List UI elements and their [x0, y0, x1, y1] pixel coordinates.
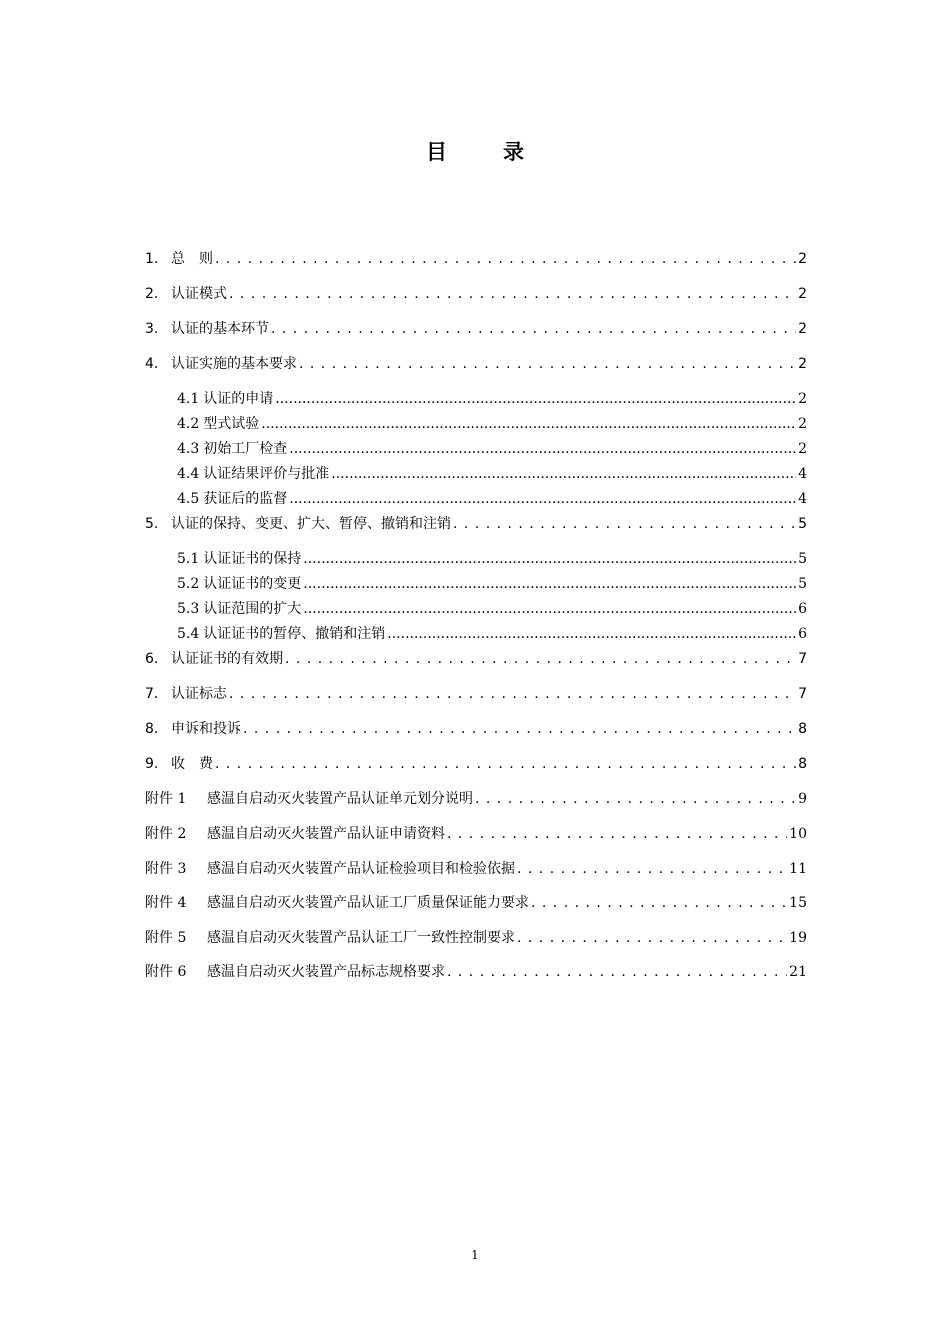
toc-entry-label: 感温自启动灭火装置产品认证单元划分说明 [207, 791, 473, 807]
toc-entry-label: 感温自启动灭火装置产品认证工厂一致性控制要求 [207, 930, 515, 946]
toc-entry-label: 型式试验 [203, 416, 260, 432]
toc-dot-leader [243, 720, 796, 738]
toc-entry-label: 收 费 [171, 756, 213, 772]
toc-entry[interactable] [177, 411, 807, 433]
toc-entry[interactable] [145, 959, 807, 981]
toc-entry-label: 认证标志 [171, 686, 227, 702]
toc-dot-leader [517, 929, 787, 947]
toc-dot-leader [215, 250, 796, 268]
toc-entry-page: 2 [798, 356, 807, 372]
toc-entry-page: 5 [798, 576, 807, 592]
toc-entry-number: 附件 4 [145, 895, 187, 911]
toc-entry-number: 4.3 [177, 441, 200, 457]
toc-entry-label: 初始工厂检查 [203, 441, 288, 457]
toc-entry-page: 4 [798, 466, 807, 482]
toc-entry-number: 1. [145, 251, 159, 267]
toc-entry[interactable] [145, 716, 807, 738]
toc-entry-label: 认证的申请 [203, 391, 274, 407]
toc-entry[interactable] [177, 461, 807, 483]
toc-dot-leader [531, 894, 787, 912]
page-number: 1 [471, 1248, 479, 1262]
toc-entry-number: 4.4 [177, 466, 200, 482]
toc-entry-number: 7. [145, 686, 159, 702]
toc-dot-leader [285, 650, 796, 668]
toc-entry-number: 2. [145, 286, 159, 302]
toc-entry-label: 认证证书的变更 [203, 576, 302, 592]
toc-entry-page: 6 [798, 601, 807, 617]
toc-entry[interactable] [145, 890, 807, 912]
toc-dot-leader [299, 355, 796, 373]
toc-entry-number: 附件 5 [145, 930, 187, 946]
toc-entry-label: 认证的保持、变更、扩大、暂停、撤销和注销 [171, 516, 451, 532]
toc-entry[interactable] [145, 786, 807, 808]
toc-entry-number: 4.2 [177, 416, 200, 432]
toc-entry-number: 9. [145, 756, 159, 772]
toc-entry-page: 2 [798, 416, 807, 432]
toc-entry[interactable] [145, 646, 807, 668]
toc-entry[interactable] [177, 486, 807, 508]
toc-entry-number: 附件 6 [145, 964, 187, 980]
toc-entry-page: 21 [789, 964, 807, 980]
toc-dot-leader [447, 825, 787, 843]
toc-entry-page: 11 [789, 861, 807, 877]
toc-entry[interactable] [177, 621, 807, 643]
toc-entry-page: 2 [798, 441, 807, 457]
toc-entry-page: 2 [798, 251, 807, 267]
toc-entry-number: 4.1 [177, 391, 200, 407]
toc-entry-number: 5. [145, 516, 159, 532]
toc-entry[interactable] [177, 386, 807, 408]
toc-entry-number: 5.1 [177, 551, 200, 567]
title-char-2: 录 [503, 140, 524, 164]
toc-dot-leader [229, 285, 796, 303]
toc-entry[interactable] [177, 596, 807, 618]
toc-dot-leader [447, 963, 787, 981]
toc-entry-label: 感温自启动灭火装置产品标志规格要求 [207, 964, 445, 980]
toc-entry-label: 申诉和投诉 [171, 721, 241, 737]
toc-dot-leader [331, 465, 796, 483]
toc-entry-number: 附件 1 [145, 791, 187, 807]
toc-dot-leader [517, 860, 787, 878]
toc-entry[interactable] [145, 281, 807, 303]
toc-dot-leader [303, 600, 796, 618]
toc-entry-page: 2 [798, 391, 807, 407]
toc-entry[interactable] [145, 246, 807, 268]
toc-dot-leader [215, 755, 796, 773]
toc-entry-page: 5 [798, 516, 807, 532]
toc-entry-page: 4 [798, 491, 807, 507]
toc-entry-label: 感温自启动灭火装置产品认证申请资料 [207, 826, 445, 842]
toc-entry-number: 4. [145, 356, 159, 372]
toc-entry-number: 4.5 [177, 491, 200, 507]
toc-entry-label: 认证结果评价与批准 [203, 466, 330, 482]
toc-entry-number: 5.3 [177, 601, 200, 617]
toc-entry-number: 5.2 [177, 576, 200, 592]
toc-entry-label: 认证证书的有效期 [171, 651, 283, 667]
toc-entry-label: 认证的基本环节 [171, 321, 269, 337]
page-title [0, 136, 950, 166]
toc-entry-number: 附件 3 [145, 861, 187, 877]
toc-dot-leader [453, 515, 796, 533]
toc-entry-page: 5 [798, 551, 807, 567]
toc-entry[interactable] [177, 436, 807, 458]
toc-entry-label: 总 则 [171, 251, 213, 267]
toc-entry-number: 5.4 [177, 626, 200, 642]
toc-dot-leader [303, 550, 796, 568]
toc-entry[interactable] [145, 821, 807, 843]
toc-entry-label: 认证证书的暂停、撤销和注销 [203, 626, 386, 642]
toc-entry-page: 9 [798, 791, 807, 807]
toc-entry-page: 8 [798, 721, 807, 737]
toc-entry-label: 认证范围的扩大 [203, 601, 302, 617]
toc-entry-number: 6. [145, 651, 159, 667]
toc-entry[interactable] [145, 856, 807, 878]
toc-dot-leader [303, 575, 796, 593]
toc-entry-label: 认证实施的基本要求 [171, 356, 297, 372]
toc-entry-page: 10 [789, 826, 807, 842]
toc-dot-leader [271, 320, 796, 338]
toc-entry-page: 7 [798, 686, 807, 702]
toc-entry[interactable] [145, 351, 807, 373]
toc-entry-number: 3. [145, 321, 159, 337]
toc-dot-leader [229, 685, 796, 703]
toc-dot-leader [275, 390, 796, 408]
toc-entry-page: 2 [798, 286, 807, 302]
toc-dot-leader [387, 625, 796, 643]
toc-dot-leader [289, 440, 796, 458]
toc-entry-number: 8. [145, 721, 159, 737]
toc-entry[interactable] [177, 546, 807, 568]
toc-dot-leader [261, 415, 796, 433]
toc-entry-page: 6 [798, 626, 807, 642]
toc-dot-leader [475, 790, 796, 808]
toc-entry-page: 8 [798, 756, 807, 772]
toc-entry-page: 7 [798, 651, 807, 667]
toc-dot-leader [289, 490, 796, 508]
toc-entry[interactable] [145, 681, 807, 703]
toc-entry-label: 感温自启动灭火装置产品认证检验项目和检验依据 [207, 861, 515, 877]
toc-entry-label: 认证模式 [171, 286, 227, 302]
toc-entry[interactable] [177, 571, 807, 593]
toc-entry-page: 19 [789, 930, 807, 946]
title-char-1: 目 [426, 140, 447, 164]
toc-entry-page: 15 [789, 895, 807, 911]
toc-entry[interactable] [145, 751, 807, 773]
toc-entry-page: 2 [798, 321, 807, 337]
toc-entry[interactable] [145, 316, 807, 338]
toc-entry[interactable] [145, 925, 807, 947]
toc-entry[interactable] [145, 511, 807, 533]
toc-entry-number: 附件 2 [145, 826, 187, 842]
toc-entry-label: 感温自启动灭火装置产品认证工厂质量保证能力要求 [207, 895, 529, 911]
toc-entry-label: 获证后的监督 [203, 491, 288, 507]
toc-entry-label: 认证证书的保持 [203, 551, 302, 567]
